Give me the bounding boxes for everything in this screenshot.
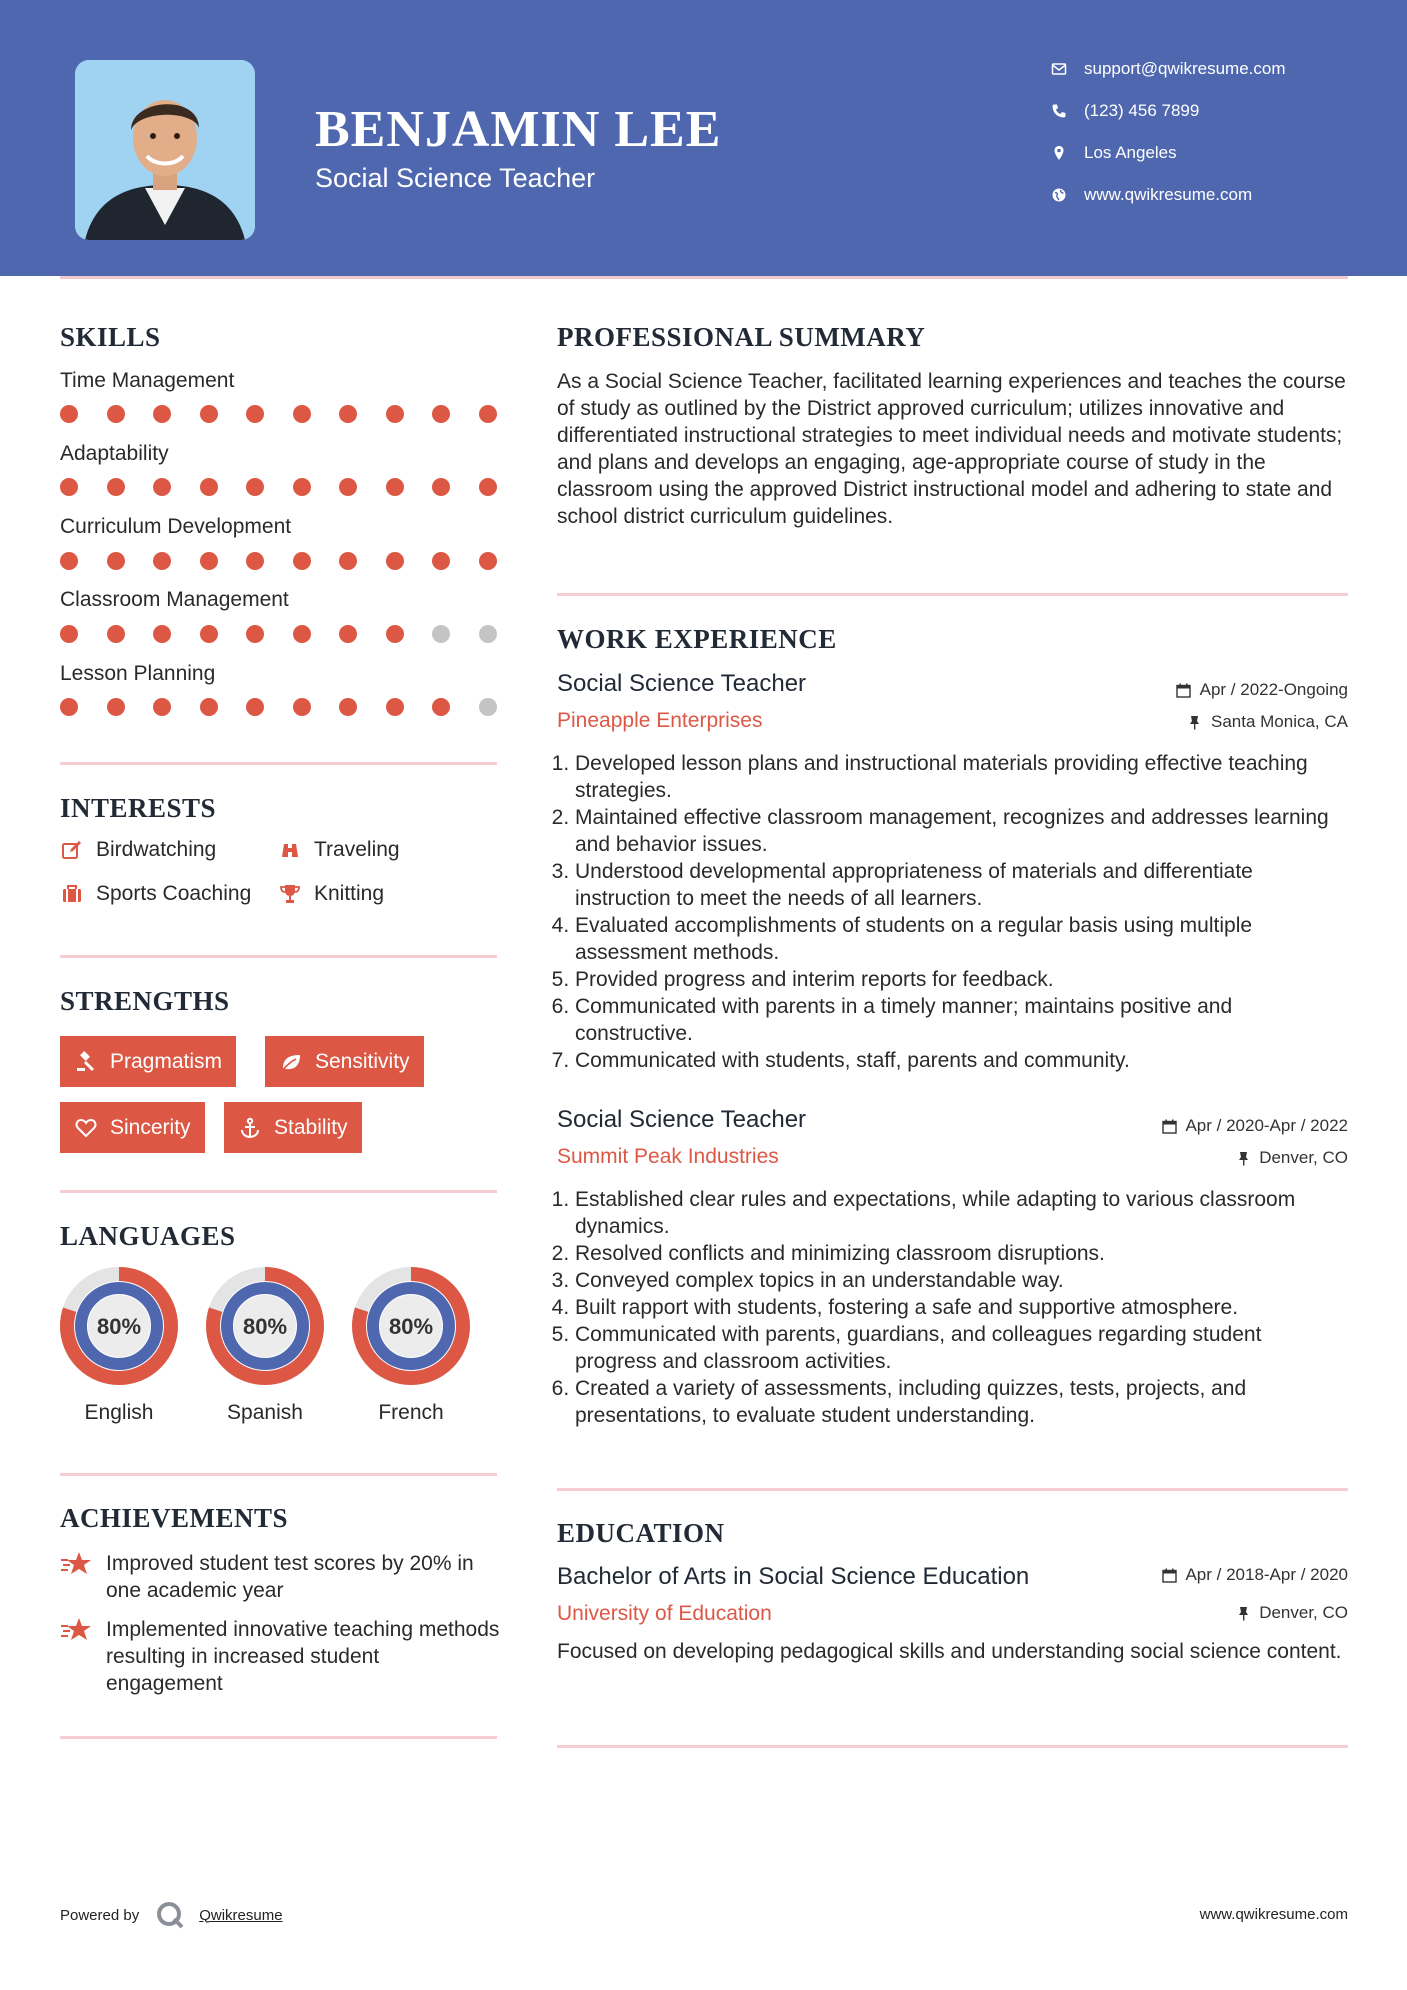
skill-dot-filled xyxy=(60,478,78,496)
education-location-text: Denver, CO xyxy=(1259,1603,1348,1622)
skill-dot-filled xyxy=(432,552,450,570)
skill-dot-filled xyxy=(339,698,357,716)
achievement-item xyxy=(60,1550,500,1604)
skill-dot-filled xyxy=(246,698,264,716)
duty-item: 5. Provided progress and interim reports for feedback. xyxy=(575,966,1347,993)
skill-dot-filled xyxy=(153,478,171,496)
skill-dot-filled xyxy=(339,552,357,570)
interest-label: Knitting xyxy=(314,882,385,905)
language-percent-label: 80% xyxy=(96,1314,142,1339)
skill-dot-filled xyxy=(246,552,264,570)
education-dates-text: Apr / 2018-Apr / 2020 xyxy=(1185,1565,1348,1584)
calendar-icon xyxy=(1161,1567,1177,1583)
duty-item: 6. Created a variety of assessments, including quizzes, tests, projects, and presentations, to evaluate student understanding. xyxy=(575,1375,1347,1429)
skill-dot-filled xyxy=(246,625,264,643)
experience-heading: WORK EXPERIENCE xyxy=(557,624,837,654)
degree-title: Bachelor of Arts in Social Science Education xyxy=(557,1563,1030,1590)
skill-dot-filled xyxy=(386,405,404,423)
candidate-title: Social Science Teacher xyxy=(315,163,596,193)
education-dates xyxy=(1161,1565,1348,1585)
skill-dot-filled xyxy=(107,625,125,643)
education-heading: EDUCATION xyxy=(557,1518,725,1548)
pushpin-icon xyxy=(1235,1605,1251,1621)
skill-dot-empty xyxy=(479,698,497,716)
pushpin-icon xyxy=(1187,714,1203,730)
candidate-name: BENJAMIN LEE xyxy=(315,101,722,158)
skill-label: Adaptability xyxy=(60,442,169,465)
skill-dot-filled xyxy=(60,552,78,570)
person-photo-illustration xyxy=(75,60,255,240)
duty-item: 3. Understood developmental appropriateness of materials and differentiate instruction to meet the needs of all learners. xyxy=(575,858,1347,912)
duty-item: 7. Communicated with students, staff, parents and community. xyxy=(575,1047,1347,1074)
footer-website-link[interactable]: www.qwikresume.com xyxy=(1199,1906,1348,1923)
skill-dot-filled xyxy=(432,478,450,496)
skill-dot-filled xyxy=(293,698,311,716)
skills-heading: SKILLS xyxy=(60,322,161,352)
skill-dot-filled xyxy=(386,625,404,643)
language-donut xyxy=(58,1265,180,1387)
skill-dot-filled xyxy=(479,478,497,496)
achievement-text: Implemented innovative teaching methods resulting in increased student engagement xyxy=(106,1618,500,1695)
strength-chip xyxy=(265,1036,424,1087)
job-duties-list xyxy=(557,1186,1347,1429)
job-title: Social Science Teacher xyxy=(557,670,807,697)
footer-brand-link[interactable]: Qwikresume xyxy=(199,1906,283,1924)
calendar-icon xyxy=(1176,682,1192,698)
profile-photo xyxy=(75,60,255,240)
skill-dot-filled xyxy=(153,552,171,570)
powered-by-text: Powered by xyxy=(60,1906,140,1924)
skill-dot-filled xyxy=(200,552,218,570)
header-banner xyxy=(0,0,1407,276)
company-name: Pineapple Enterprises xyxy=(557,709,763,732)
skill-rating xyxy=(60,625,500,645)
skill-dot-filled xyxy=(339,625,357,643)
trophy-icon xyxy=(278,882,302,906)
contact-location xyxy=(1050,141,1177,165)
skill-dot-filled xyxy=(386,552,404,570)
skill-dot-filled xyxy=(200,698,218,716)
strength-chip xyxy=(60,1036,236,1087)
languages-heading: LANGUAGES xyxy=(60,1221,236,1251)
strength-chip xyxy=(224,1102,362,1153)
contact-website[interactable] xyxy=(1050,183,1252,207)
section-divider xyxy=(60,955,497,958)
skill-label: Curriculum Development xyxy=(60,515,292,538)
duty-item: 1. Established clear rules and expectations, while adapting to various classroom dynamics. xyxy=(575,1186,1347,1240)
job-dates xyxy=(1176,680,1348,700)
skill-dot-filled xyxy=(200,625,218,643)
skill-dot-filled xyxy=(107,552,125,570)
interest-label: Birdwatching xyxy=(96,838,217,861)
qwikresume-logo-icon xyxy=(155,1900,185,1930)
pushpin-icon xyxy=(1235,1150,1251,1166)
skill-dot-filled xyxy=(60,405,78,423)
duty-item: 2. Resolved conflicts and minimizing classroom disruptions. xyxy=(575,1240,1347,1267)
star-icon xyxy=(60,1550,92,1578)
skill-dot-filled xyxy=(200,405,218,423)
skill-dot-filled xyxy=(107,698,125,716)
skill-rating xyxy=(60,405,500,425)
contact-email[interactable] xyxy=(1050,57,1286,81)
strength-chip xyxy=(60,1102,205,1153)
strength-label: Sincerity xyxy=(110,1115,191,1139)
job-location xyxy=(1235,1148,1348,1168)
skill-dot-filled xyxy=(153,698,171,716)
contact-location-text: Los Angeles xyxy=(1084,143,1177,162)
section-divider xyxy=(557,593,1348,596)
skill-dot-filled xyxy=(479,405,497,423)
skill-rating xyxy=(60,478,500,498)
skill-dot-filled xyxy=(479,552,497,570)
language-item xyxy=(350,1265,472,1425)
section-divider xyxy=(557,1488,1348,1491)
map-pin-icon xyxy=(1050,144,1068,162)
interest-item xyxy=(278,882,384,906)
language-item xyxy=(204,1265,326,1425)
skill-dot-filled xyxy=(339,478,357,496)
skill-label: Time Management xyxy=(60,369,235,392)
skill-rating xyxy=(60,698,500,718)
duty-item: 2. Maintained effective classroom management, recognizes and addresses learning and behavior issues. xyxy=(575,804,1347,858)
language-name: Spanish xyxy=(227,1401,303,1424)
school-name: University of Education xyxy=(557,1602,772,1625)
strength-label: Stability xyxy=(274,1115,348,1139)
skill-dot-filled xyxy=(153,625,171,643)
job-duties-list xyxy=(557,750,1347,1074)
skill-dot-filled xyxy=(293,625,311,643)
interest-label: Sports Coaching xyxy=(96,882,252,905)
skill-dot-filled xyxy=(246,405,264,423)
footer-powered-by xyxy=(60,1900,283,1930)
language-name: English xyxy=(84,1401,154,1424)
language-donut xyxy=(350,1265,472,1387)
skill-dot-empty xyxy=(432,625,450,643)
section-divider xyxy=(60,1190,497,1193)
skill-dot-filled xyxy=(432,698,450,716)
phone-icon xyxy=(1050,102,1068,120)
heart-icon xyxy=(74,1116,98,1140)
skill-dot-filled xyxy=(200,478,218,496)
job-title: Social Science Teacher xyxy=(557,1106,807,1133)
header-divider xyxy=(60,276,1348,279)
binoculars-icon xyxy=(278,838,302,862)
summary-text: As a Social Science Teacher, facilitated learning experiences and teaches the course of study as outlined by the District approved curriculum; utilizes innovative and differentiated instructional strategies to meet individual needs and motivate students; and plans and develops an engaging, age-appropriate course of study in the classroom using the approved District instructional model and adhering to state and school district curriculum guidelines. xyxy=(557,370,1346,528)
skill-dot-filled xyxy=(293,405,311,423)
skill-dot-filled xyxy=(432,405,450,423)
job-location-text: Denver, CO xyxy=(1259,1148,1348,1167)
strengths-heading: STRENGTHS xyxy=(60,986,230,1016)
achievement-text: Improved student test scores by 20% in one academic year xyxy=(106,1552,474,1602)
job-dates xyxy=(1161,1116,1348,1136)
leaf-icon xyxy=(279,1050,303,1074)
skill-dot-filled xyxy=(107,405,125,423)
section-divider xyxy=(557,1745,1348,1748)
section-divider xyxy=(60,1473,497,1476)
language-item xyxy=(58,1265,180,1425)
interests-heading: INTERESTS xyxy=(60,793,217,823)
skill-dot-filled xyxy=(60,625,78,643)
calendar-icon xyxy=(1161,1118,1177,1134)
skill-rating xyxy=(60,552,500,572)
edit-icon xyxy=(60,838,84,862)
achievement-item xyxy=(60,1616,500,1697)
job-dates-text: Apr / 2020-Apr / 2022 xyxy=(1185,1116,1348,1135)
skill-dot-filled xyxy=(60,698,78,716)
skill-dot-filled xyxy=(293,552,311,570)
gavel-icon xyxy=(74,1050,98,1074)
language-percent-label: 80% xyxy=(242,1314,288,1339)
duty-item: 5. Communicated with parents, guardians, and colleagues regarding student progress and classroom activities. xyxy=(575,1321,1347,1375)
contact-phone-text: (123) 456 7899 xyxy=(1084,101,1200,120)
star-icon xyxy=(60,1616,92,1644)
envelope-icon xyxy=(1050,60,1068,78)
skill-dot-empty xyxy=(479,625,497,643)
summary-heading: PROFESSIONAL SUMMARY xyxy=(557,322,926,352)
skill-dot-filled xyxy=(293,478,311,496)
contact-website-text: www.qwikresume.com xyxy=(1084,185,1253,204)
skill-dot-filled xyxy=(386,478,404,496)
language-donut xyxy=(204,1265,326,1387)
skill-label: Classroom Management xyxy=(60,588,289,611)
contact-phone[interactable] xyxy=(1050,99,1199,123)
job-dates-text: Apr / 2022-Ongoing xyxy=(1199,680,1348,699)
interest-item xyxy=(60,838,216,862)
contact-email-text: support@qwikresume.com xyxy=(1084,59,1286,78)
skill-dot-filled xyxy=(107,478,125,496)
skill-dot-filled xyxy=(246,478,264,496)
skill-dot-filled xyxy=(386,698,404,716)
job-location xyxy=(1187,712,1348,732)
section-divider xyxy=(60,1736,497,1739)
interest-label: Traveling xyxy=(314,838,400,861)
achievements-heading: ACHIEVEMENTS xyxy=(60,1503,289,1533)
anchor-icon xyxy=(238,1116,262,1140)
job-location-text: Santa Monica, CA xyxy=(1210,712,1348,731)
company-name: Summit Peak Industries xyxy=(557,1145,779,1168)
education-location xyxy=(1235,1603,1348,1623)
language-percent-label: 80% xyxy=(388,1314,434,1339)
skill-dot-filled xyxy=(339,405,357,423)
globe-icon xyxy=(1050,186,1068,204)
strength-label: Pragmatism xyxy=(110,1049,223,1073)
duty-item: 1. Developed lesson plans and instructional materials providing effective teaching strategies. xyxy=(575,750,1347,804)
skill-dot-filled xyxy=(153,405,171,423)
duty-item: 6. Communicated with parents in a timely manner; maintains positive and constructive. xyxy=(575,993,1347,1047)
section-divider xyxy=(60,762,497,765)
duty-item: 3. Conveyed complex topics in an understandable way. xyxy=(575,1267,1347,1294)
interest-item xyxy=(60,882,251,906)
duty-item: 4. Built rapport with students, fostering a safe and supportive atmosphere. xyxy=(575,1294,1347,1321)
interest-item xyxy=(278,838,400,862)
duty-item: 4. Evaluated accomplishments of students on a regular basis using multiple assessment methods. xyxy=(575,912,1347,966)
language-name: French xyxy=(378,1401,444,1424)
education-description: Focused on developing pedagogical skills and understanding social science content. xyxy=(557,1640,1342,1663)
briefcase-icon xyxy=(60,882,84,906)
strength-label: Sensitivity xyxy=(315,1049,410,1073)
skill-label: Lesson Planning xyxy=(60,662,216,685)
